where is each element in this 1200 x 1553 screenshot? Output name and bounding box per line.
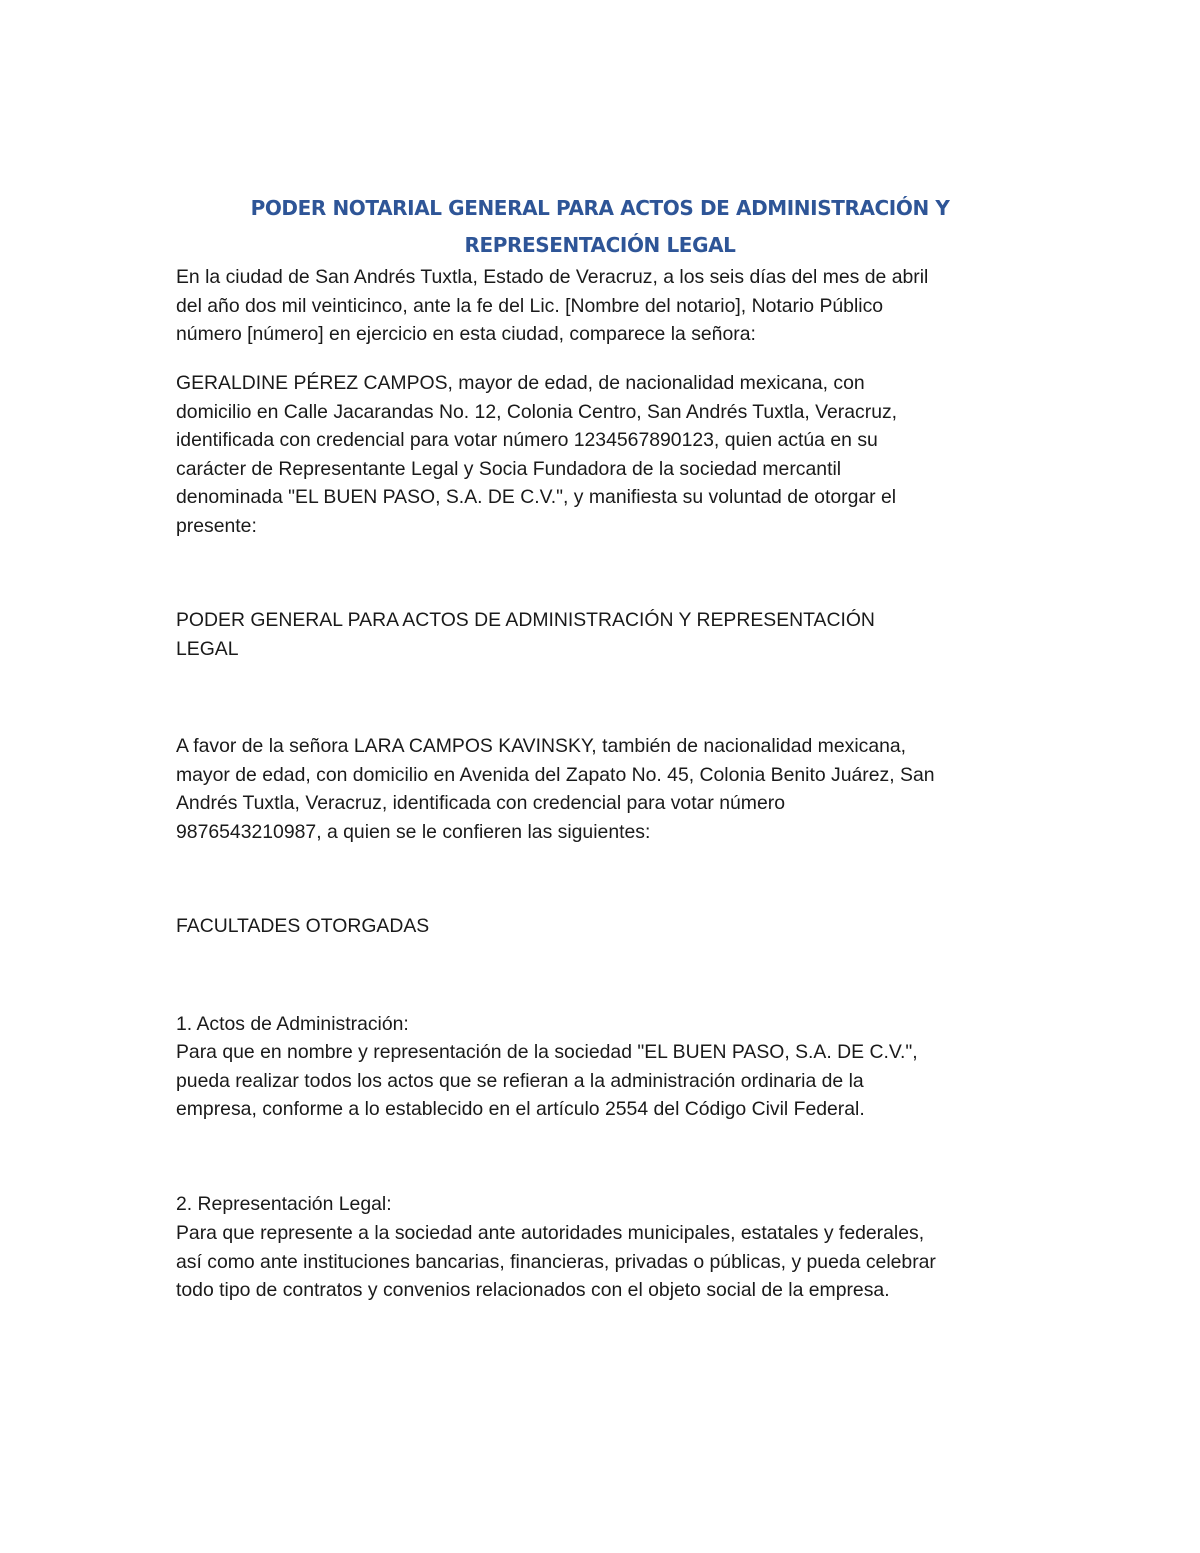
faculties-heading: FACULTADES OTORGADAS	[176, 915, 430, 937]
document-title-line-2: REPRESENTACIÓN LEGAL	[464, 233, 736, 257]
power-heading: PODER GENERAL PARA ACTOS DE ADMINISTRACIÓN Y REPRESENTACIÓN LEGAL	[176, 609, 875, 660]
attorney-paragraph: A favor de la señora LARA CAMPOS KAVINSKY, también de nacionalidad mexicana, mayor de edad, con domicilio en Avenida del Zapato No. 45, Colonia Benito Juárez, San Andrés Tuxtla, Veracruz, identificada con credencial para votar número 9876543210987, a quien se le confieren las siguientes:	[176, 735, 935, 843]
faculty-2-text: Para que represente a la sociedad ante autoridades municipales, estatales y federales, así como ante instituciones bancarias, financieras, privadas o públicas, y pueda celebrar todo tipo de contratos y convenios relacionados con el objeto social de la empresa.	[176, 1222, 936, 1302]
faculty-2-title: 2. Representación Legal:	[176, 1193, 392, 1215]
document-title-line-1: PODER NOTARIAL GENERAL PARA ACTOS DE ADMINISTRACIÓN Y	[250, 196, 950, 220]
faculty-1-title: 1. Actos de Administración:	[176, 1013, 409, 1035]
intro-paragraph: En la ciudad de San Andrés Tuxtla, Estado de Veracruz, a los seis días del mes de abril del año dos mil veinticinco, ante la fe del Lic. [Nombre del notario], Notario Público número [número] en ejercicio en esta ciudad, comparece la señora:	[176, 266, 929, 346]
faculty-1-text: Para que en nombre y representación de la sociedad "EL BUEN PASO, S.A. DE C.V.", pueda realizar todos los actos que se refieran a la administración ordinaria de la empresa, conforme a lo establecido en el artículo 2554 del Código Civil Federal.	[176, 1041, 918, 1121]
grantor-paragraph: GERALDINE PÉREZ CAMPOS, mayor de edad, de nacionalidad mexicana, con domicilio en Calle Jacarandas No. 12, Colonia Centro, San Andrés Tuxtla, Veracruz, identificada con credencial para votar número 1234567890123, quien actúa en su carácter de Representante Legal y Socia Fundadora de la sociedad mercantil denominada "EL BUEN PASO, S.A. DE C.V.", y manifiesta su voluntad de otorgar el presente:	[176, 372, 898, 537]
